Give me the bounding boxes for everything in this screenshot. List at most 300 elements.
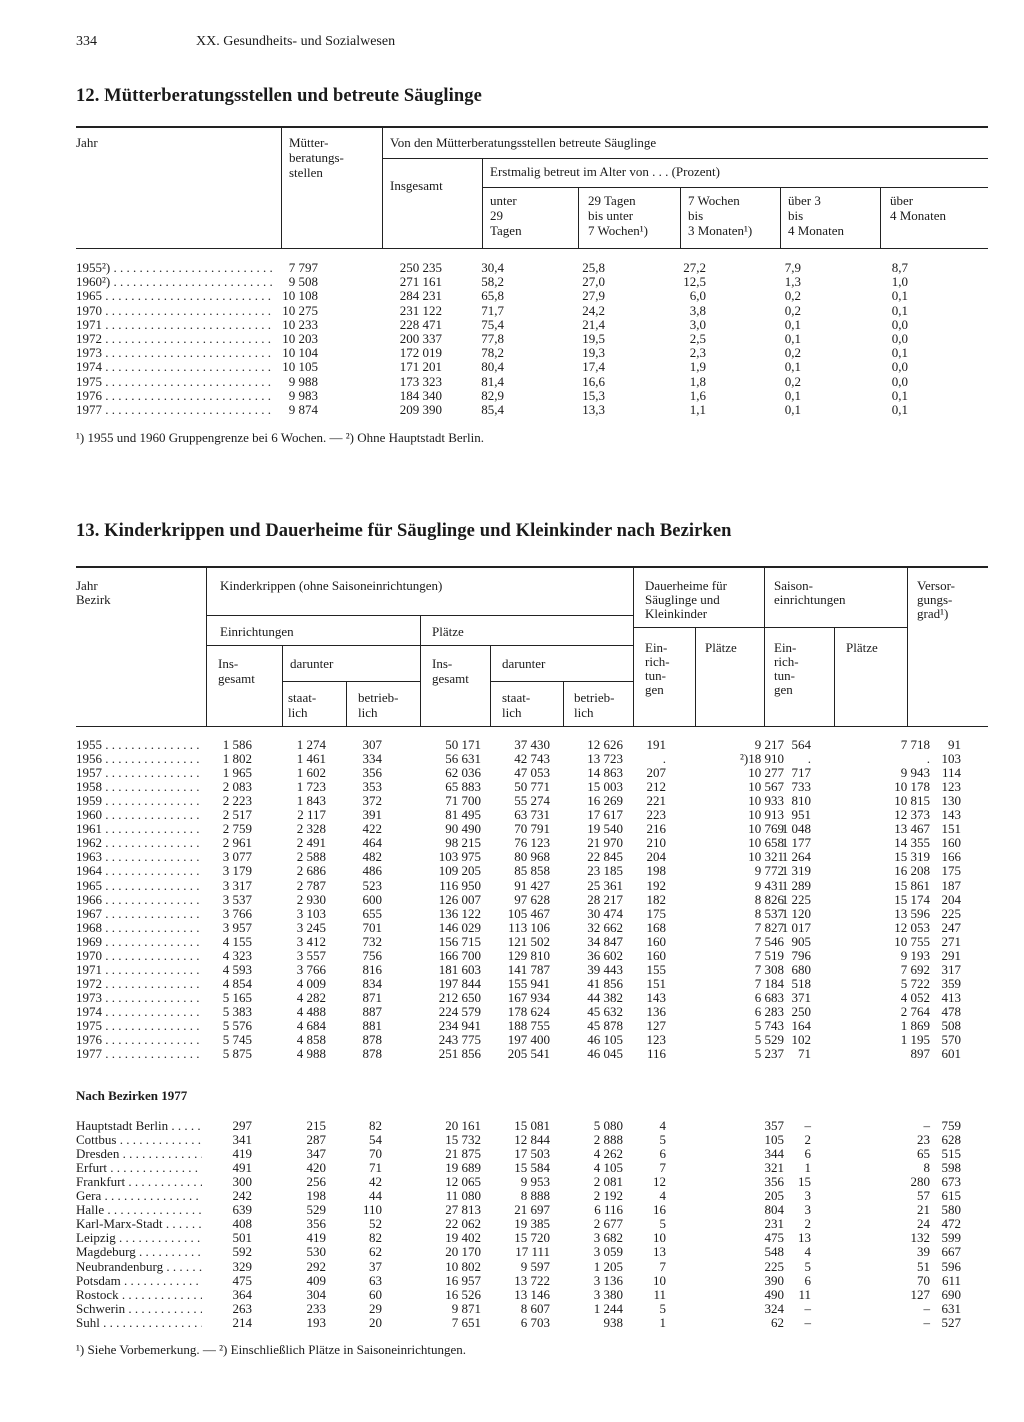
table-cell: 209 390 [399, 402, 442, 417]
table-cell: 9 193 [900, 947, 930, 963]
table-cell: 464 [362, 835, 382, 851]
table-cell: 62 036 [445, 765, 481, 781]
table-cell: 4 105 [593, 1160, 623, 1176]
table-cell: 518 [791, 975, 811, 991]
table-cell: 16 [653, 1202, 666, 1218]
table-row [76, 1047, 988, 1061]
table-cell: 160 [646, 947, 666, 963]
col-dh-einr-1: Ein- [645, 640, 668, 655]
table-cell: 103 975 [438, 849, 481, 865]
table-cell: 102 [791, 1032, 811, 1048]
col-group-einrichtungen: Einrichtungen [220, 624, 294, 639]
table-row [76, 907, 988, 921]
table-cell: 371 [791, 989, 811, 1005]
table-cell: 881 [362, 1018, 382, 1033]
table-cell: 10 802 [445, 1258, 481, 1274]
table-cell: 143 [646, 989, 666, 1005]
table-cell: 1 017 [781, 919, 811, 935]
table-cell: 127 [646, 1018, 666, 1033]
table-cell: 42 [369, 1174, 382, 1190]
row-label: 1955 . . . [76, 738, 200, 752]
col-group-saison-1: Saison- [774, 578, 813, 593]
col-bezirk: Bezirk [76, 592, 111, 607]
table-cell: 65,8 [481, 288, 504, 304]
table-cell: 717 [791, 765, 811, 781]
table-cell: 44 382 [587, 989, 623, 1005]
row-label: Leipzig . . . [76, 1231, 202, 1245]
table-cell: 116 950 [439, 877, 481, 893]
table-cell: 2 491 [296, 835, 326, 851]
table-cell: 324 [764, 1300, 784, 1316]
row-label: 1977 . . . [76, 403, 272, 417]
table-cell: 3,8 [689, 302, 706, 318]
table-cell: 1 225 [781, 891, 811, 907]
table-cell: 55 274 [514, 793, 550, 809]
table-cell: 65 [917, 1146, 930, 1162]
row-label: Karl-Marx-Stadt . . . [76, 1217, 202, 1231]
table-cell: 631 [941, 1300, 961, 1316]
table-cell: 8,7 [891, 260, 908, 275]
table-cell: 181 603 [438, 961, 481, 977]
table-cell: 4 [659, 1118, 666, 1133]
table-12-header-rule [76, 248, 988, 249]
table-cell: 15,3 [582, 387, 605, 403]
table-row [76, 1005, 988, 1019]
table-cell: 599 [941, 1230, 961, 1246]
table-cell: 413 [941, 989, 961, 1005]
table-cell: 105 467 [507, 905, 550, 921]
row-label: Hauptstadt Berlin . . . [76, 1119, 202, 1133]
col-einr-insgesamt-2: gesamt [218, 671, 255, 686]
row-label: 1969 . . . [76, 935, 200, 949]
table-cell: 329 [232, 1258, 252, 1274]
col-sais-plaetze: Plätze [846, 640, 878, 655]
col-pl-insgesamt-1: Ins- [432, 656, 453, 671]
col-mb-3: stellen [289, 165, 323, 180]
col-3m-c: 4 Monaten [788, 223, 844, 238]
table-cell: 472 [941, 1216, 961, 1232]
table-cell: 52 [369, 1216, 382, 1232]
table-cell: 4 593 [222, 961, 252, 977]
row-label: 1963 . . . [76, 850, 200, 864]
table-cell: 2 888 [593, 1132, 623, 1148]
table-cell: 98 215 [445, 835, 481, 851]
table-cell: 46 105 [587, 1032, 623, 1048]
col-group-saison-2: einrichtungen [774, 592, 846, 607]
table-cell: 834 [362, 975, 382, 991]
table-cell: 81 495 [445, 807, 481, 823]
table-cell: 6,0 [689, 288, 706, 304]
table-cell: 6 283 [754, 1003, 784, 1019]
table-cell: 10 178 [894, 779, 930, 795]
table-cell: 5 [659, 1300, 666, 1316]
table-cell: 3 537 [222, 891, 252, 907]
table-cell: 8 537 [754, 905, 784, 921]
table-cell: 344 [764, 1146, 784, 1162]
table-cell: 85,4 [481, 402, 504, 417]
table-cell: 233 [306, 1300, 326, 1316]
table-cell: 0,2 [784, 373, 801, 389]
col-7w-a: 7 Wochen [688, 193, 740, 208]
table-cell: 5 743 [754, 1018, 784, 1033]
table-cell: 9 953 [520, 1174, 550, 1190]
row-label: Suhl . . . [76, 1316, 202, 1330]
table-row [76, 1147, 988, 1161]
table-cell: 21 970 [587, 835, 623, 851]
table-cell: 501 [232, 1230, 252, 1246]
table-cell: 166 [941, 849, 961, 865]
row-label: Rostock . . . [76, 1288, 202, 1302]
table-cell: 21,4 [582, 316, 605, 332]
table-cell: 7 718 [900, 737, 930, 752]
table-cell: 82 [369, 1230, 382, 1246]
table-cell: 1 319 [781, 863, 811, 879]
row-label: 1955²) . . . [76, 261, 272, 275]
table-cell: 173 323 [399, 373, 442, 389]
table-row [76, 1119, 988, 1133]
table-cell: 1 461 [296, 751, 326, 767]
table-cell: 4 854 [222, 975, 252, 991]
table-cell: 0,1 [891, 402, 908, 417]
table-cell: 6 116 [594, 1202, 623, 1218]
table-cell: 14 863 [587, 765, 623, 781]
table-cell: 7 546 [754, 933, 784, 949]
table-cell: 3,0 [689, 316, 706, 332]
table-cell: 54 [369, 1132, 382, 1148]
row-label: Neubrandenburg . . . [76, 1260, 202, 1274]
table-cell: 508 [941, 1018, 961, 1033]
table-row [76, 346, 988, 360]
table-cell: 3 557 [296, 947, 326, 963]
table-cell: 192 [646, 877, 666, 893]
table-cell: 2,3 [689, 345, 706, 361]
table-cell: 160 [646, 933, 666, 949]
table-cell: 12 053 [894, 919, 930, 935]
table-cell: 204 [646, 849, 666, 865]
table-cell: 2 686 [296, 863, 326, 879]
table-cell: 334 [362, 751, 382, 767]
table-cell: 2 083 [222, 779, 252, 795]
table-cell: 810 [791, 793, 811, 809]
table-cell: 580 [941, 1202, 961, 1218]
row-label: 1973 . . . [76, 991, 200, 1005]
row-label: Halle . . . [76, 1203, 202, 1217]
table-cell: 75,4 [481, 316, 504, 332]
row-label: 1975 . . . [76, 1019, 200, 1033]
col-group-dauerheime-3: Kleinkinder [645, 606, 708, 621]
table-cell: – [804, 1314, 811, 1330]
table-cell: 80,4 [481, 359, 504, 375]
table-row [76, 850, 988, 864]
table-cell: 5 080 [593, 1118, 623, 1133]
table-cell: 71 700 [445, 793, 481, 809]
table-cell: 1 602 [296, 765, 326, 781]
table-cell: 151 [646, 975, 666, 991]
table-cell: 1 802 [222, 751, 252, 767]
table-cell: 21 697 [514, 1202, 550, 1218]
col-versorgungsgrad-3: grad¹) [917, 606, 949, 621]
table-cell: 1 195 [900, 1032, 930, 1048]
table-cell: 4 988 [296, 1046, 326, 1062]
table-cell: 3 [804, 1188, 811, 1204]
row-label: 1976 . . . [76, 389, 272, 403]
table-cell: 1,1 [689, 402, 706, 417]
table-cell: 0,1 [784, 387, 801, 403]
table-row [76, 1245, 988, 1259]
table-cell: 20 [369, 1314, 382, 1330]
table-cell: 2 328 [296, 821, 326, 837]
table-cell: 78,2 [481, 345, 504, 361]
col-unter-29-c: Tagen [490, 223, 522, 238]
table-cell: 123 [646, 1032, 666, 1048]
row-label: Erfurt . . . [76, 1161, 202, 1175]
table-cell: . [807, 751, 811, 767]
col-unter-29-a: unter [490, 193, 517, 208]
table-cell: 13 [653, 1244, 666, 1260]
table-cell: 878 [362, 1046, 382, 1062]
table-cell: 13 722 [514, 1272, 550, 1288]
table-cell: 598 [941, 1160, 961, 1176]
table-cell: 3 766 [222, 905, 252, 921]
table-cell: 10 321 [748, 849, 784, 865]
table-cell: 71 [798, 1046, 811, 1062]
table-cell: 16 957 [445, 1272, 481, 1288]
table-cell: 10 277 [748, 765, 784, 781]
table-cell: 204 [941, 891, 961, 907]
table-row [76, 949, 988, 963]
table-cell: 10 203 [282, 331, 318, 346]
table-cell: 0,1 [891, 302, 908, 318]
table-row [76, 1302, 988, 1316]
table-cell: 0,0 [891, 316, 908, 332]
table-cell: 4 323 [222, 947, 252, 963]
table-cell: 2 517 [222, 807, 252, 823]
table-cell: 77,8 [481, 331, 504, 346]
table-cell: 3 766 [296, 961, 326, 977]
table-cell: 10 913 [748, 807, 784, 823]
table-cell: 13 [798, 1230, 811, 1246]
row-label: 1961 . . . [76, 822, 200, 836]
table-cell: 41 856 [587, 975, 623, 991]
table-cell: 126 007 [438, 891, 481, 907]
row-label: Magdeburg . . . [76, 1245, 202, 1259]
table-cell: 4 488 [296, 1003, 326, 1019]
row-label: 1960 . . . [76, 808, 200, 822]
table-cell: 4 858 [296, 1032, 326, 1048]
table-cell: 0,1 [891, 345, 908, 361]
table-cell: 1 869 [900, 1018, 930, 1033]
table-cell: 22 062 [445, 1216, 481, 1232]
table-cell: 216 [646, 821, 666, 837]
table-cell: 168 [646, 919, 666, 935]
table-cell: 81,4 [481, 373, 504, 389]
table-cell: 5 745 [222, 1032, 252, 1048]
table-cell: 57 [917, 1188, 930, 1204]
table-cell: 796 [791, 947, 811, 963]
table-cell: 0,0 [891, 359, 908, 375]
table-row [76, 1231, 988, 1245]
table-cell: 130 [941, 793, 961, 809]
table-cell: 10 104 [282, 345, 318, 361]
table-cell: 207 [646, 765, 666, 781]
table-12-title: 12. Mütterberatungsstellen und betreute Säuglinge [76, 86, 482, 106]
col-dh-einr-2: rich- [645, 654, 670, 669]
table-cell: 1 586 [222, 737, 252, 752]
table-cell: 10 769 [748, 821, 784, 837]
table-row [76, 766, 988, 780]
col-29t-c: 7 Wochen¹) [588, 223, 649, 238]
table-cell: 109 205 [438, 863, 481, 879]
table-cell: 228 471 [399, 316, 442, 332]
table-cell: 372 [362, 793, 382, 809]
table-cell: 15 584 [514, 1160, 550, 1176]
table-cell: 0,1 [891, 387, 908, 403]
table-cell: 15 [798, 1174, 811, 1190]
table-cell: 10 [653, 1272, 666, 1288]
table-cell: 0,1 [784, 402, 801, 417]
table-cell: 205 541 [507, 1046, 550, 1062]
table-row [76, 289, 988, 303]
table-cell: 80 968 [514, 849, 550, 865]
section-label: Nach Bezirken 1977 [76, 1088, 188, 1103]
col-group-erstmalig: Erstmalig betreut im Alter von . . . (Prozent) [490, 164, 720, 179]
table-row [76, 822, 988, 836]
table-13-title: 13. Kinderkrippen und Dauerheime für Säuglinge und Kleinkinder nach Bezirken [76, 521, 732, 541]
col-3m-a: über 3 [788, 193, 821, 208]
table-cell: 193 [306, 1314, 326, 1330]
table-cell: 12,5 [683, 274, 706, 290]
col-jahr: Jahr [76, 578, 98, 593]
table-cell: 20 161 [445, 1118, 481, 1133]
table-cell: 24,2 [582, 302, 605, 318]
table-cell: 151 [941, 821, 961, 837]
table-cell: 897 [910, 1046, 930, 1062]
table-cell: 27,0 [582, 274, 605, 290]
table-cell: 11 [798, 1286, 811, 1302]
row-label: 1975 . . . [76, 375, 272, 389]
table-row [76, 1161, 988, 1175]
table-cell: 655 [362, 905, 382, 921]
col-group-plaetze: Plätze [432, 624, 464, 639]
col-einr-insgesamt-1: Ins- [218, 656, 239, 671]
table-cell: 30,4 [481, 260, 504, 275]
table-cell: 50 171 [445, 737, 481, 752]
table-cell: 42 743 [514, 751, 550, 767]
table-cell: 1 120 [781, 905, 811, 921]
row-label: 1974 . . . [76, 1005, 200, 1019]
table-cell: 2 [804, 1216, 811, 1232]
table-cell: 60 [369, 1286, 382, 1302]
table-cell: 191 [646, 737, 666, 752]
row-label: 1977 . . . [76, 1047, 200, 1061]
table-cell: 356 [362, 765, 382, 781]
table-cell: 4 [804, 1244, 811, 1260]
table-row [76, 275, 988, 289]
table-cell: 164 [791, 1018, 811, 1033]
table-cell: 490 [764, 1286, 784, 1302]
table-cell: 2 192 [593, 1188, 623, 1204]
table-cell: 347 [306, 1146, 326, 1162]
table-cell: 116 [646, 1046, 666, 1062]
table-cell: 224 579 [438, 1003, 481, 1019]
table-cell: 6 [804, 1272, 811, 1288]
table-row [76, 991, 988, 1005]
table-cell: 9 988 [288, 373, 318, 389]
table-cell: 2 930 [296, 891, 326, 907]
col-group-dauerheime-1: Dauerheime für [645, 578, 727, 593]
table-row [76, 1217, 988, 1231]
table-cell: – [804, 1118, 811, 1133]
table-cell: 221 [646, 793, 666, 809]
table-cell: 10 105 [282, 359, 318, 375]
table-cell: 680 [791, 961, 811, 977]
table-cell: 24 [917, 1216, 930, 1232]
row-label: 1972 . . . [76, 332, 272, 346]
table-cell: 25,8 [582, 260, 605, 275]
table-cell: 600 [362, 891, 382, 907]
table-row [76, 836, 988, 850]
table-cell: 3 957 [222, 919, 252, 935]
table-cell: 13 146 [514, 1286, 550, 1302]
table-cell: 356 [306, 1216, 326, 1232]
table-cell: 7 651 [451, 1314, 481, 1330]
table-cell: 215 [306, 1118, 326, 1133]
col-sais-einr-4: gen [774, 682, 793, 697]
col-einr-staatlich-2: lich [288, 705, 308, 720]
table-cell: 231 [764, 1216, 784, 1232]
table-row [76, 318, 988, 332]
table-cell: 1,6 [689, 387, 706, 403]
table-cell: 243 775 [438, 1032, 481, 1048]
table-cell: 7 827 [754, 919, 784, 935]
table-cell: 2 677 [593, 1216, 623, 1232]
table-cell: 5 529 [754, 1032, 784, 1048]
row-label: 1968 . . . [76, 921, 200, 935]
table-cell: 45 632 [587, 1003, 623, 1019]
table-row [76, 1260, 988, 1274]
table-cell: 9 943 [900, 765, 930, 781]
table-cell: 408 [232, 1216, 252, 1232]
table-cell: 5 165 [222, 989, 252, 1005]
table-row [76, 864, 988, 878]
table-cell: 27,9 [582, 288, 605, 304]
table-cell: 5 [804, 1258, 811, 1274]
table-cell: 175 [941, 863, 961, 879]
table-row [76, 977, 988, 991]
table-cell: 3 [804, 1202, 811, 1218]
table-cell: 871 [362, 989, 382, 1005]
table-cell: 71 [369, 1160, 382, 1176]
table-cell: 155 941 [507, 975, 550, 991]
table-cell: 256 [306, 1174, 326, 1190]
table-cell: 701 [362, 919, 382, 935]
table-cell: 732 [362, 933, 382, 949]
table-cell: 172 019 [399, 345, 442, 361]
row-label: 1971 . . . [76, 318, 272, 332]
table-cell: 3 059 [593, 1244, 623, 1260]
row-label: 1966 . . . [76, 893, 200, 907]
table-row [76, 780, 988, 794]
row-label: Gera . . . [76, 1189, 202, 1203]
table-cell: 1 843 [296, 793, 326, 809]
col-group-kinderkrippen: Kinderkrippen (ohne Saisoneinrichtungen) [220, 578, 443, 593]
table-cell: 187 [941, 877, 961, 893]
table-cell: 65 883 [445, 779, 481, 795]
table-cell: 1 [804, 1160, 811, 1176]
table-cell: 4 052 [900, 989, 930, 1005]
table-cell: 938 [603, 1314, 623, 1330]
table-cell: 14 355 [894, 835, 930, 851]
